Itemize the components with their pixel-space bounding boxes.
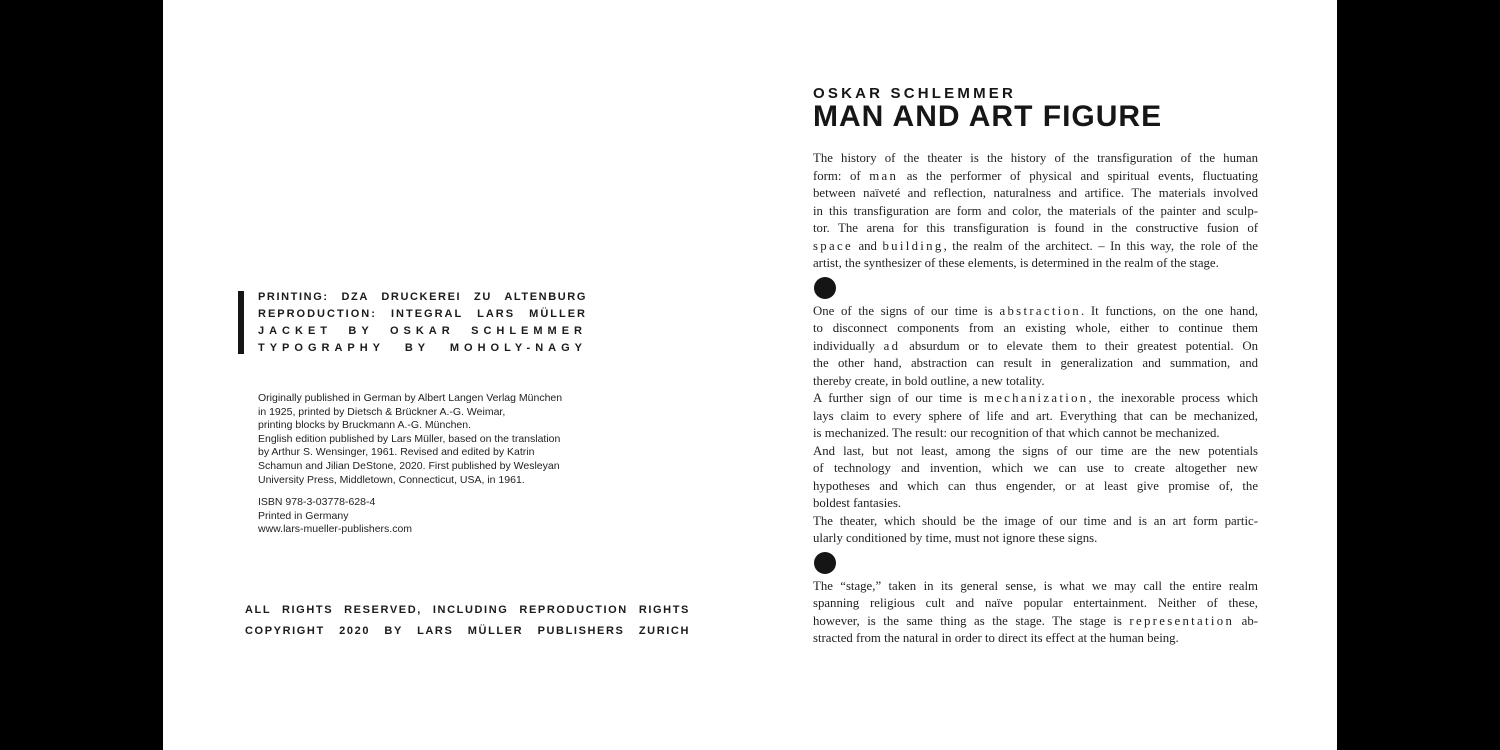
essay-text-line: however, is the same thing as the stage. The stage is representation ab- [813, 613, 1259, 628]
essay-text-line: tor. The arena for this transfiguration is found in the constructive fusion of [813, 221, 1258, 235]
essay-text-line: form: of man as the performer of physical and spiritual events, fluctuating [813, 168, 1258, 183]
publication-history-line: printing blocks by Bruckmann A.-G. München. [258, 419, 472, 432]
essay-text-line: One of the signs of our time is abstraction. It functions, on the one hand, [813, 303, 1258, 318]
essay-text-line: And last, but not least, among the signs of our time are the new potentials [813, 443, 1258, 458]
letterspaced-word: mechanization [983, 391, 1089, 405]
isbn-line: ISBN 978-3-03778-628-4 [258, 496, 376, 508]
rights-statement [245, 600, 690, 641]
letterspaced-word: space [813, 238, 853, 253]
letterspaced-word: ad [883, 338, 901, 353]
publication-history-line: English edition published by Lars Müller, based on the translation [258, 432, 561, 445]
section-divider-dot [814, 277, 836, 299]
credit-line: JACKET BY OSKAR SCHLEMMER [258, 325, 587, 337]
production-credits [258, 289, 587, 357]
essay-text-line: of technology and invention, which we can use to create altogether new [813, 461, 1258, 475]
essay-text-line: spanning religious cult and naïve popular entertainment. Neither of these, [813, 596, 1258, 610]
publication-history-line: University Press, Middletown, Connecticut, USA, in 1961. [258, 473, 525, 486]
essay-text-line: boldest fantasies. [813, 496, 902, 510]
section-divider-dot [814, 552, 836, 574]
vertical-rule [238, 291, 244, 354]
rights-line: COPYRIGHT 2020 BY LARS MÜLLER PUBLISHERS ZURICH [245, 624, 690, 637]
letterspaced-word: abstraction [999, 303, 1081, 318]
publication-history-line: Schamun and Jilian DeStone, 2020. First published by Wesleyan [258, 459, 560, 472]
essay-text-line: The theater, which should be the image of our time and is an art form partic- [813, 513, 1258, 528]
essay-text-line: ularly conditioned by time, must not ignore these signs. [813, 531, 1098, 545]
essay-title: MAN AND ART FIGURE [813, 100, 1163, 133]
essay-text-line: in this transfiguration are form and color, the materials of the painter and sculp- [813, 203, 1258, 218]
essay-body [813, 150, 1258, 648]
credit-line: REPRODUCTION: INTEGRAL LARS MÜLLER [258, 308, 587, 320]
publication-history-line: in 1925, printed by Dietsch & Brückner A.-G. Weimar, [258, 405, 506, 418]
essay-text-line: The “stage,” taken in its general sense, is what we may call the entire realm [813, 578, 1258, 593]
isbn-line: Printed in Germany [258, 509, 349, 522]
essay-text-line: the other hand, abstraction can result in generalization and summation, and [813, 356, 1258, 370]
author-name: OSKAR SCHLEMMER [813, 85, 1017, 102]
isbn-block [258, 496, 412, 537]
essay-text-line: artist, the synthesizer of these elements, is determined in the realm of the stage. [813, 256, 1219, 270]
rights-line: ALL RIGHTS RESERVED, INCLUDING REPRODUCTION RIGHTS [245, 604, 690, 616]
publication-history-line: by Arthur S. Wensinger, 1961. Revised and edited by Katrin [258, 446, 535, 459]
essay-text-line: is mechanized. The result: our recognition of that which cannot be mechanized. [813, 426, 1220, 440]
essay-text-line: thereby create, in bold outline, a new totality. [813, 373, 1045, 388]
essay-text-line: space and building, the realm of the architect. – In this way, the role of the [813, 238, 1258, 253]
essay-text-line: to disconnect components from an existing whole, either to continue them [813, 321, 1258, 335]
essay-text-line: individually ad absurdum or to elevate them to their greatest potential. On [813, 338, 1259, 353]
letterspaced-word: man [869, 168, 899, 183]
credit-line: TYPOGRAPHY BY MOHOLY-NAGY [258, 342, 587, 354]
letterspaced-word: building [882, 238, 944, 253]
page-spread [163, 0, 1337, 750]
essay-text-line: A further sign of our time is mechanization, the inexorable process which [813, 391, 1259, 405]
credit-line: PRINTING: DZA DRUCKEREI ZU ALTENBURG [258, 291, 587, 303]
essay-text-line: lays claim to every sphere of life and art. Everything that can be mechanized, [813, 408, 1258, 423]
publication-history [258, 392, 562, 487]
essay-text-line: hypotheses and which can thus engender, or at least give promise of, the [813, 478, 1258, 493]
publication-history-line: Originally published in German by Albert Langen Verlag München [258, 392, 563, 404]
essay-text-line: between naïveté and reflection, naturalness and artifice. The materials involved [813, 186, 1258, 200]
essay-text-line: The history of the theater is the history of the transfiguration of the human [813, 151, 1258, 165]
essay-text-line: stracted from the natural in order to direct its effect at the human being. [813, 631, 1179, 645]
isbn-line: www.lars-mueller-publishers.com [258, 523, 413, 536]
letterspaced-word: representation [1129, 613, 1235, 628]
